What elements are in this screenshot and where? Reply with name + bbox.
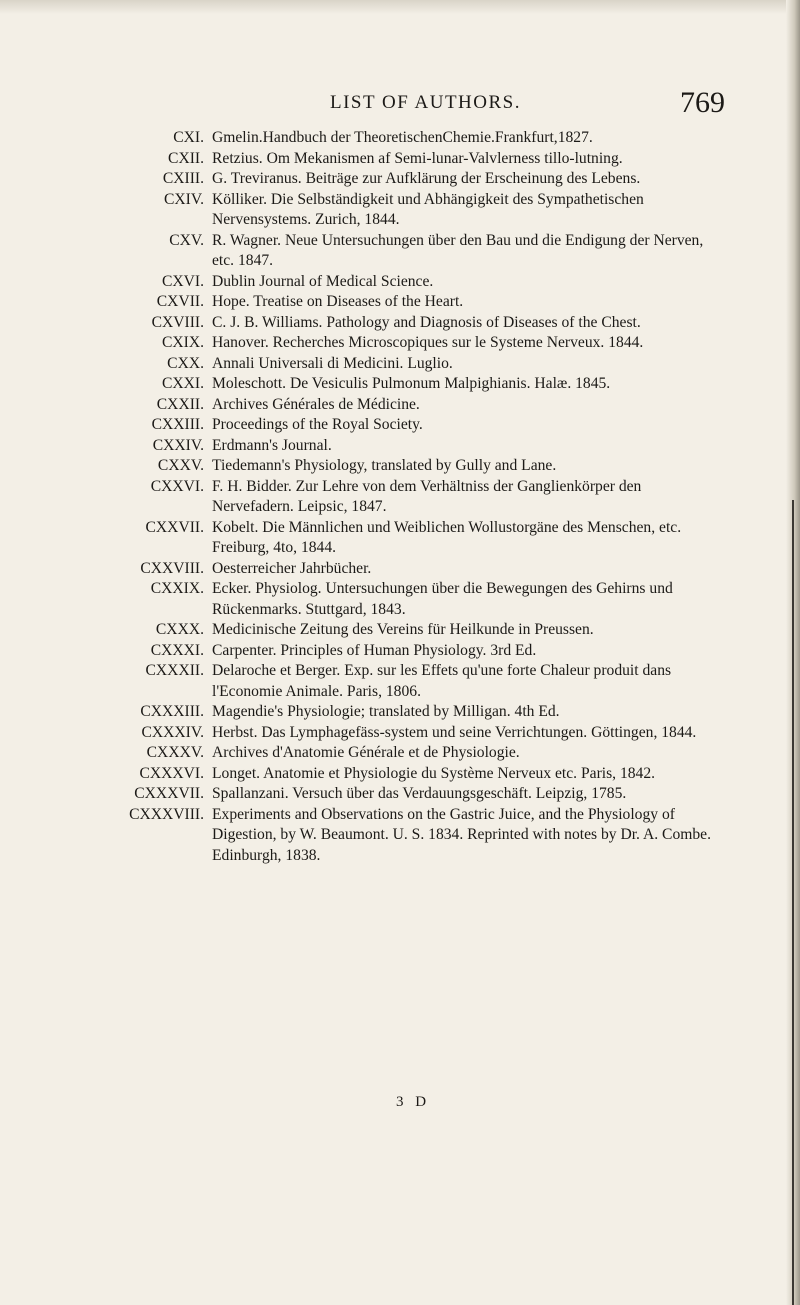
entry-text: Moleschott. De Vesiculis Pulmonum Malpighianis. Halæ. 1845. (212, 375, 611, 392)
entry-number: CXXXIV. (141, 723, 204, 741)
list-item (0, 641, 800, 662)
entry-text: Proceedings of the Royal Society. (212, 416, 423, 433)
entry-text: Hanover. Recherches Microscopiques sur le Systeme Nerveux. 1844. (212, 334, 644, 351)
entry-number: CXXXVI. (139, 764, 204, 782)
list-item (0, 272, 800, 293)
entry-number: CXXIV. (152, 436, 204, 454)
page-header (0, 86, 800, 122)
list-item (0, 292, 800, 313)
list-item (0, 128, 800, 149)
entry-number: CXIII. (162, 170, 204, 187)
running-title: LIST OF AUTHORS. (330, 92, 521, 113)
entry-number: CXXVII. (145, 518, 204, 536)
list-item (0, 374, 800, 395)
page-number: 769 (680, 86, 725, 119)
entry-number: CXXXV. (146, 744, 204, 761)
entry-number: CXXVIII. (140, 559, 204, 577)
entry-number: CXXI. (161, 375, 204, 392)
entry-text: Experiments and Observations on the Gastric Juice, and the Physiology of Digestion, by W. Beaumont. U. S. 1834. Reprinted with notes by Dr. A. Combe. Edinburgh, 1838. (212, 805, 711, 864)
list-item (0, 702, 800, 723)
list-item (0, 169, 800, 190)
entry-number: CXIX. (161, 334, 204, 351)
entry-number: CXXX. (155, 621, 204, 638)
list-item (0, 620, 800, 641)
list-item (0, 231, 800, 272)
entry-text: G. Treviranus. Beiträge zur Aufklärung der Erscheinung des Lebens. (212, 170, 641, 187)
list-item (0, 333, 800, 354)
entry-text: Retzius. Om Mekanismen af Semi-lunar-Valvlerness tillo-lutning. (212, 149, 623, 167)
list-item (0, 661, 800, 702)
entry-number: CXXXIII. (140, 703, 204, 720)
entry-number: CXXXVII. (134, 785, 204, 802)
entry-number: CXXIX. (150, 580, 204, 597)
entry-number: CXXXVIII. (129, 805, 204, 823)
list-item (0, 456, 800, 477)
entry-text: Spallanzani. Versuch über das Verdauungsgeschäft. Leipzig, 1785. (212, 785, 627, 802)
entry-text: Kölliker. Die Selbständigkeit und Abhängigkeit des Sympathetischen Nervensystems. Zurich, 1844. (212, 190, 644, 228)
entry-number: CXXXII. (145, 662, 204, 679)
list-item (0, 764, 800, 785)
entry-text: Ecker. Physiolog. Untersuchungen über die Bewegungen des Gehirns und Rückenmarks. Stuttgard, 1843. (212, 580, 673, 618)
entry-text: Tiedemann's Physiology, translated by Gully and Lane. (212, 457, 557, 474)
entry-number: CXI. (173, 129, 204, 146)
list-item (0, 805, 800, 867)
entry-text: F. H. Bidder. Zur Lehre von dem Verhältniss der Ganglienkörper den Nervefadern. Leipsic, 1847. (212, 477, 642, 515)
list-item (0, 477, 800, 518)
entry-number: CXVIII. (151, 313, 204, 331)
list-item (0, 149, 800, 170)
page-top-edge (0, 0, 800, 14)
entry-text: Gmelin.Handbuch der TheoretischenChemie.Frankfurt,1827. (212, 129, 593, 146)
entry-text: Magendie's Physiologie; translated by Milligan. 4th Ed. (212, 703, 560, 720)
list-item (0, 354, 800, 375)
entry-text: Hope. Treatise on Diseases of the Heart. (212, 293, 464, 310)
list-item (0, 784, 800, 805)
entry-number: CXV. (169, 231, 204, 249)
list-item (0, 313, 800, 334)
entry-text: Archives Générales de Médicine. (212, 395, 420, 413)
entry-text: R. Wagner. Neue Untersuchungen über den Bau und die Endigung der Nerven, etc. 1847. (212, 231, 704, 269)
entry-number: CXX. (167, 354, 204, 372)
author-list (0, 128, 800, 866)
list-item (0, 395, 800, 416)
entry-text: Medicinische Zeitung des Vereins für Heilkunde in Preussen. (212, 621, 594, 638)
list-item (0, 723, 800, 744)
entry-number: CXXXI. (150, 641, 204, 659)
entry-text: Delaroche et Berger. Exp. sur les Effets qu'une forte Chaleur produit dans l'Economie Animale. Paris, 1806. (212, 662, 672, 700)
entry-number: CXXVI. (150, 477, 204, 495)
entry-number: CXIV. (163, 190, 204, 208)
entry-number: CXII. (168, 149, 204, 167)
entry-number: CXXV. (157, 457, 204, 474)
list-item (0, 518, 800, 559)
entry-number: CXXIII. (151, 416, 204, 433)
entry-text: Carpenter. Principles of Human Physiology. 3rd Ed. (212, 641, 537, 659)
list-item (0, 190, 800, 231)
list-item (0, 579, 800, 620)
entry-text: Archives d'Anatomie Générale et de Physiologie. (212, 744, 520, 761)
entry-number: CXXII. (156, 395, 204, 413)
entry-text: Dublin Journal of Medical Science. (212, 272, 434, 290)
list-item (0, 436, 800, 457)
list-item (0, 743, 800, 764)
entry-text: Longet. Anatomie et Physiologie du Système Nerveux etc. Paris, 1842. (212, 764, 656, 782)
list-item (0, 415, 800, 436)
entry-number: CXVI. (161, 272, 204, 290)
entry-text: Erdmann's Journal. (212, 436, 332, 454)
entry-text: Oesterreicher Jahrbücher. (212, 559, 372, 577)
entry-text: Kobelt. Die Männlichen und Weiblichen Wollustorgäne des Menschen, etc. Freiburg, 4to, 1844. (212, 518, 682, 556)
entry-number: CXVII. (156, 293, 204, 310)
signature-mark: 3 D (396, 1094, 431, 1110)
entry-text: Herbst. Das Lymphagefäss-system und seine Verrichtungen. Göttingen, 1844. (212, 723, 697, 741)
list-item (0, 559, 800, 580)
entry-text: C. J. B. Williams. Pathology and Diagnosis of Diseases of the Chest. (212, 313, 641, 331)
entry-text: Annali Universali di Medicini. Luglio. (212, 354, 453, 372)
